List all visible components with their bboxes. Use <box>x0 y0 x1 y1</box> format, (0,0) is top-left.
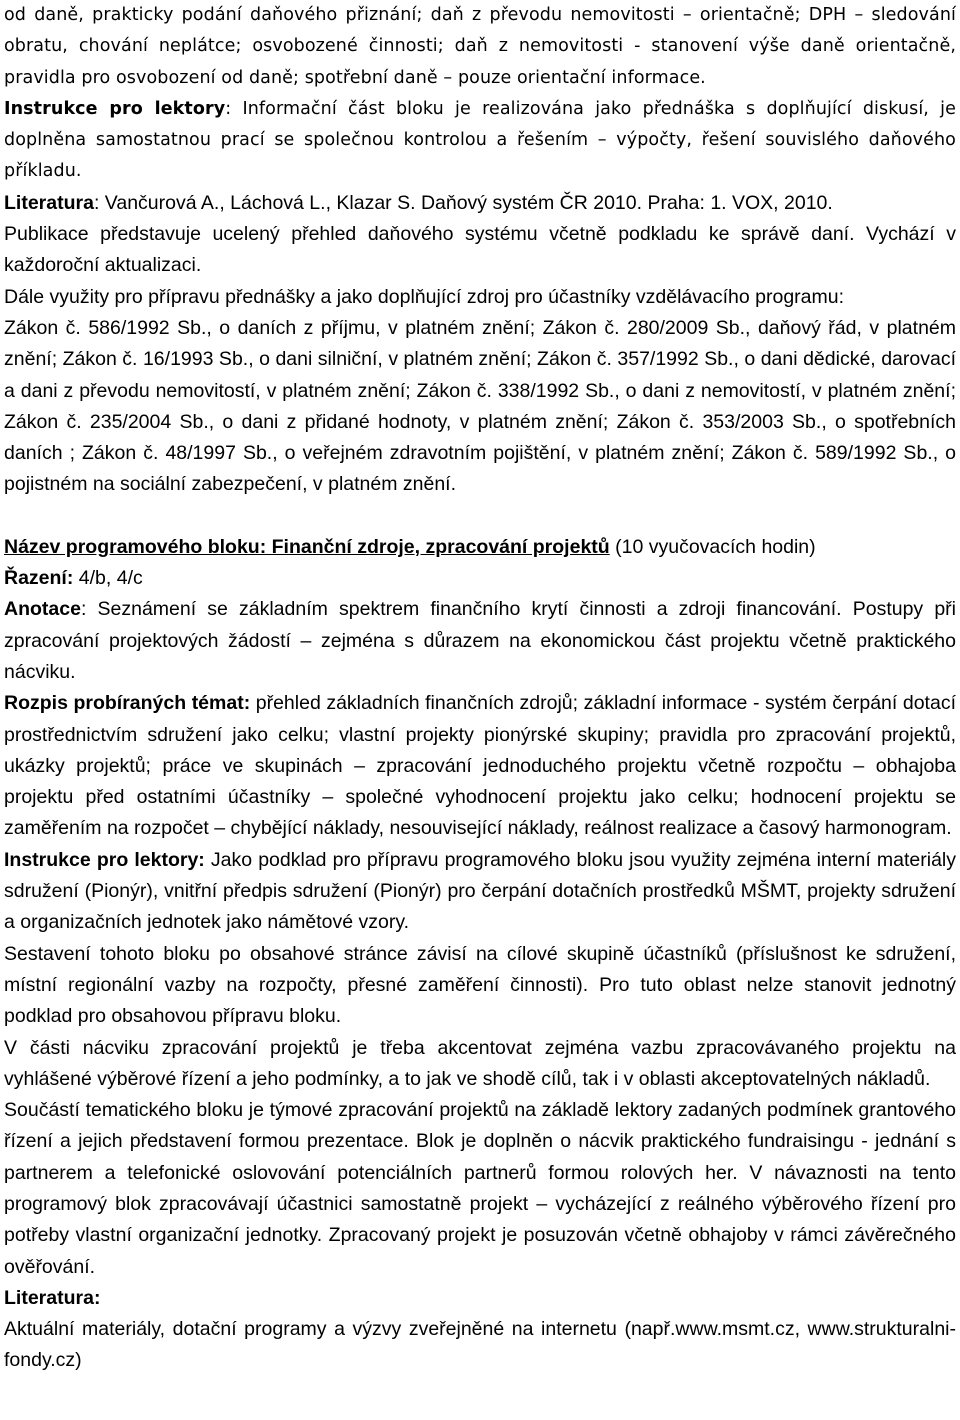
tax-instructions-text: : Informační část bloku je realizována jako přednáška s doplňující diskusí, je doplněna samostatnou prací se společnou kontrolou a řešením – výpočty, řešení souvislého daňového příkladu. <box>4 98 956 182</box>
finance-topics-text: přehled základních finančních zdrojů; základní informace - systém čerpání dotací prostřednictvím sdružení jako celku; vlastní projekty pionýrské skupiny; pravidla pro zpracování projektů, ukázky projektů; práce ve skupinách – zpracování jednoduchého projektu včetně rozpočtu – obhajoba projektu před ostatními účastníky – společné vyhodnocení projektu jako celku; hodnocení projektu se zaměřením na rozpočet – chybějící náklady, nesouvisející náklady, reálnost realizace a časový harmonogram. <box>4 692 956 840</box>
finance-instructions-label: Instrukce pro lektory: <box>4 848 205 871</box>
finance-annotation-text: : Seznámení se základním spektrem finančního krytí činnosti a zdroji financování. Postupy při zpracování projektových žádostí – zejména s důrazem na ekonomickou část projektu včetně praktického nácviku. <box>4 598 956 683</box>
tax-literature-paragraph <box>4 188 956 219</box>
finance-annotation <box>4 594 956 688</box>
section-spacer <box>4 501 956 532</box>
finance-topics <box>4 688 956 844</box>
finance-title-hours: (10 vyučovacích hodin) <box>609 535 816 558</box>
finance-practice-paragraph: V části nácviku zpracování projektů je třeba akcentovat zejména vazbu zpracovávaného projektu na vyhlášené výběrové řízení a jeho podmínky, a to jak ve shodě cílů, tak i v oblasti akceptovatelných nákladů. <box>4 1036 956 1090</box>
tax-instructions-paragraph <box>4 94 956 188</box>
tax-instructions-label: Instrukce pro lektory <box>4 98 226 119</box>
tax-topics-continuation: od daně, prakticky podání daňového přiznání; daň z převodu nemovitosti – orientačně; DPH – sledování obratu, chování neplátce; osvobozené činnosti; daň z nemovitosti - stanovení výše daně orientačně, pravidla pro osvobození od daně; spotřební daně – pouze orientační informace. <box>4 5 956 88</box>
finance-instructions-text: Jako podklad pro přípravu programového bloku jsou využity zejména interní materiály sdružení (Pionýr), vnitřní předpis sdružení (Pionýr) pro čerpání dotačních prostředků MŠMT, projekty sdružení a organizačních jednotek jako námětové vzory. <box>4 848 957 934</box>
finance-order-label: Řazení: <box>4 567 74 590</box>
finance-literature-label-line <box>4 1283 956 1314</box>
finance-team-paragraph: Součástí tematického bloku je týmové zpracování projektů na základě lektory zadaných podmínek grantového řízení a jejich představení formou prezentace. Blok je doplněn o nácvik praktického fundraisingu - jednání s partnerem a telefonické oslovování potenciálních partnerů formou rolových her. V návaznosti na tento programový blok zpracovávají účastnici samostatně projekt – vycházející z reálného výběrového řízení pro potřeby vlastní organizační jednotky. Zpracovaný projekt je posuzován včetně obhajoby v rámci závěrečného ověřování. <box>4 1099 956 1278</box>
tax-laws-intro: Dále využity pro přípravu přednášky a jako doplňující zdroj pro účastníky vzdělávacího programu: <box>4 285 845 308</box>
finance-instructions <box>4 845 956 939</box>
finance-order-value: 4/b, 4/c <box>73 567 143 590</box>
finance-order <box>4 563 956 594</box>
tax-literature-label: Literatura <box>4 191 94 214</box>
finance-literature-text: Aktuální materiály, dotační programy a výzvy zveřejněné na internetu (např.www.msmt.cz, www.strukturalni-fondy.cz) <box>4 1318 956 1372</box>
finance-literature-label: Literatura: <box>4 1286 101 1309</box>
tax-literature-text: : Vančurová A., Láchová L., Klazar S. Daňový systém ČR 2010. Praha: 1. VOX, 2010. <box>93 191 833 214</box>
finance-annotation-label: Anotace <box>4 598 81 621</box>
finance-topics-label: Rozpis probíraných témat: <box>4 692 251 715</box>
tax-literature-description: Publikace představuje ucelený přehled daňového systému včetně podkladu ke správě daní. Vychází v každoroční aktualizaci. <box>4 223 956 277</box>
finance-block-title <box>4 532 956 563</box>
finance-composition-paragraph: Sestavení tohoto bloku po obsahové stránce závisí na cílové skupině účastníků (příslušnost ke sdružení, místní regionální vazby na rozpočty, přesné zaměření činnosti). Pro tuto oblast nelze stanovit jednotný podklad pro obsahovou přípravu bloku. <box>4 942 956 1028</box>
tax-laws-list: Zákon č. 586/1992 Sb., o daních z příjmu, v platném znění; Zákon č. 280/2009 Sb., daňový řád, v platném znění; Zákon č. 16/1993 Sb., o dani silniční, v platném znění; Zákon č. 357/1992 Sb., o dani dědické, darovací a dani z převodu nemovitostí, v platném znění; Zákon č. 338/1992 Sb., o dani z nemovitostí, v platném znění; Zákon č. 235/2004 Sb., o dani z přidané hodnoty, v platném znění; Zákon č. 353/2003 Sb., o spotřebních daních ; Zákon č. 48/1997 Sb., o veřejném zdravotním pojištění, v platném znění; Zákon č. 589/1992 Sb., o pojistném na sociální zabezpečení, v platném znění. <box>4 316 956 496</box>
finance-title-label: Název programového bloku: Finanční zdroje, zpracování projektů <box>4 535 610 558</box>
